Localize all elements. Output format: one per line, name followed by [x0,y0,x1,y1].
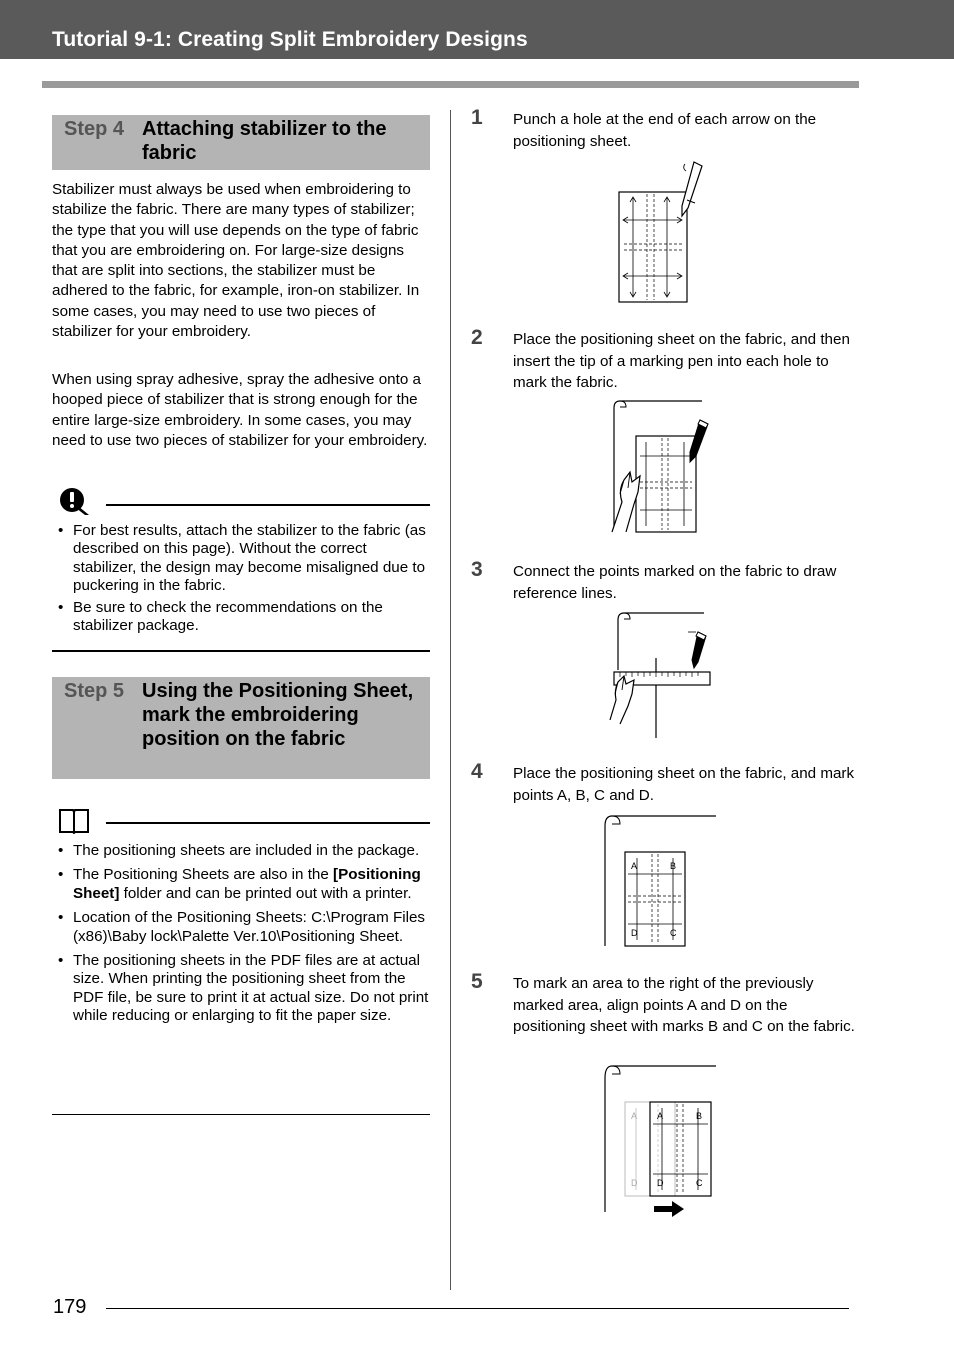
list-item: • The Positioning Sheets are also in the [Positioning Sheet] folder and can be printed out with a printer. [58,866,421,902]
point-label-d-faded: D [631,1178,638,1188]
point-label-a: A [631,861,638,871]
note-rule-1 [106,504,430,506]
memo-book-icon [58,806,90,834]
step4-paragraph-2: When using spray adhesive, spray the adhesive onto a hooped piece of stabilizer that is strong enough for the entire large-size embroidery. In some cases, you may need to use two pieces of stabilizer for your embroidery. [52,371,428,449]
page-number: 179 [53,1296,87,1318]
step-text-2: Place the positioning sheet on the fabric, and then insert the tip of a marking pen into each hole to mark the fabric. [513,331,850,391]
header-rule [42,81,859,88]
section-separator-1 [52,650,430,652]
note-rule-2 [106,822,430,824]
list-item: • The positioning sheets are included in the package. [58,842,420,859]
figure-mark-abcd [600,812,720,952]
step-number-2: 2 [471,326,483,349]
caution-icon [57,486,91,516]
step5-label: Step 5 [64,680,125,702]
point-label-d: D [631,928,638,938]
page-title: Tutorial 9-1: Creating Split Embroidery Designs [52,28,528,51]
step4-label: Step 4 [64,118,125,140]
step4-title: Attaching stabilizer to the fabric [142,118,387,164]
step-text-3: Connect the points marked on the fabric to draw reference lines. [513,563,837,602]
point-label-a-faded: A [631,1111,638,1121]
step-text-1: Punch a hole at the end of each arrow on the positioning sheet. [513,111,817,150]
section-separator-2 [52,1114,430,1115]
step5-notes-list [52,842,430,1026]
list-item: • For best results, attach the stabilizer to the fabric (as described on this page). Without the correct stabilizer, the design may become misaligned due to puckering in the fabric. [58,522,426,595]
point-label-d-new: D [657,1178,664,1188]
figure-draw-lines [604,610,718,740]
step-number-4: 4 [471,760,483,783]
step-number-3: 3 [471,558,483,581]
list-item: • Location of the Positioning Sheets: C:\Program Files (x86)\Baby lock\Palette Ver.10\Positioning Sheet. [58,909,426,945]
point-label-b-new: B [696,1111,703,1121]
figure-punch-sheet [610,158,710,306]
step4-heading [52,115,430,170]
step4-notes-list [52,522,430,635]
step-number-5: 5 [471,970,483,993]
point-label-c: C [670,928,677,938]
point-label-c-new: C [696,1178,703,1188]
step-number-1: 1 [471,106,483,129]
footer-rule [106,1308,849,1309]
step4-paragraph-1: Stabilizer must always be used when embroidering to stabilize the fabric. There are many types of stabilizer; the type that you will use depends on the type of fabric that you are embroidering on. For large-size designs that are split into sections, the stabilizer must be adhered to the fabric, for example, iron-on stabilizer. In some cases, you may need to use two pieces of stabilizer for your embroidery. [52,181,420,341]
list-item: • Be sure to check the recommendations on the stabilizer package. [58,598,383,635]
step5-heading [52,677,430,779]
point-label-b: B [670,861,677,871]
point-label-a-new: A [657,1111,664,1121]
column-divider [450,110,451,1290]
figure-mark-fabric [606,398,718,538]
step5-title: Using the Positioning Sheet, mark the embroidering position on the fabric [142,680,414,750]
figure-align-right [600,1062,720,1218]
step-text-5: To mark an area to the right of the previously marked area, align points A and D on the positioning sheet with marks B and C on the fabric. [513,975,855,1035]
list-item: • The positioning sheets in the PDF files are at actual size. When printing the positioning sheet from the PDF file, be sure to print it at actual size. Do not print while reducing or enlarging to fit the paper size. [58,952,429,1025]
step-text-4: Place the positioning sheet on the fabric, and mark points A, B, C and D. [513,765,855,804]
